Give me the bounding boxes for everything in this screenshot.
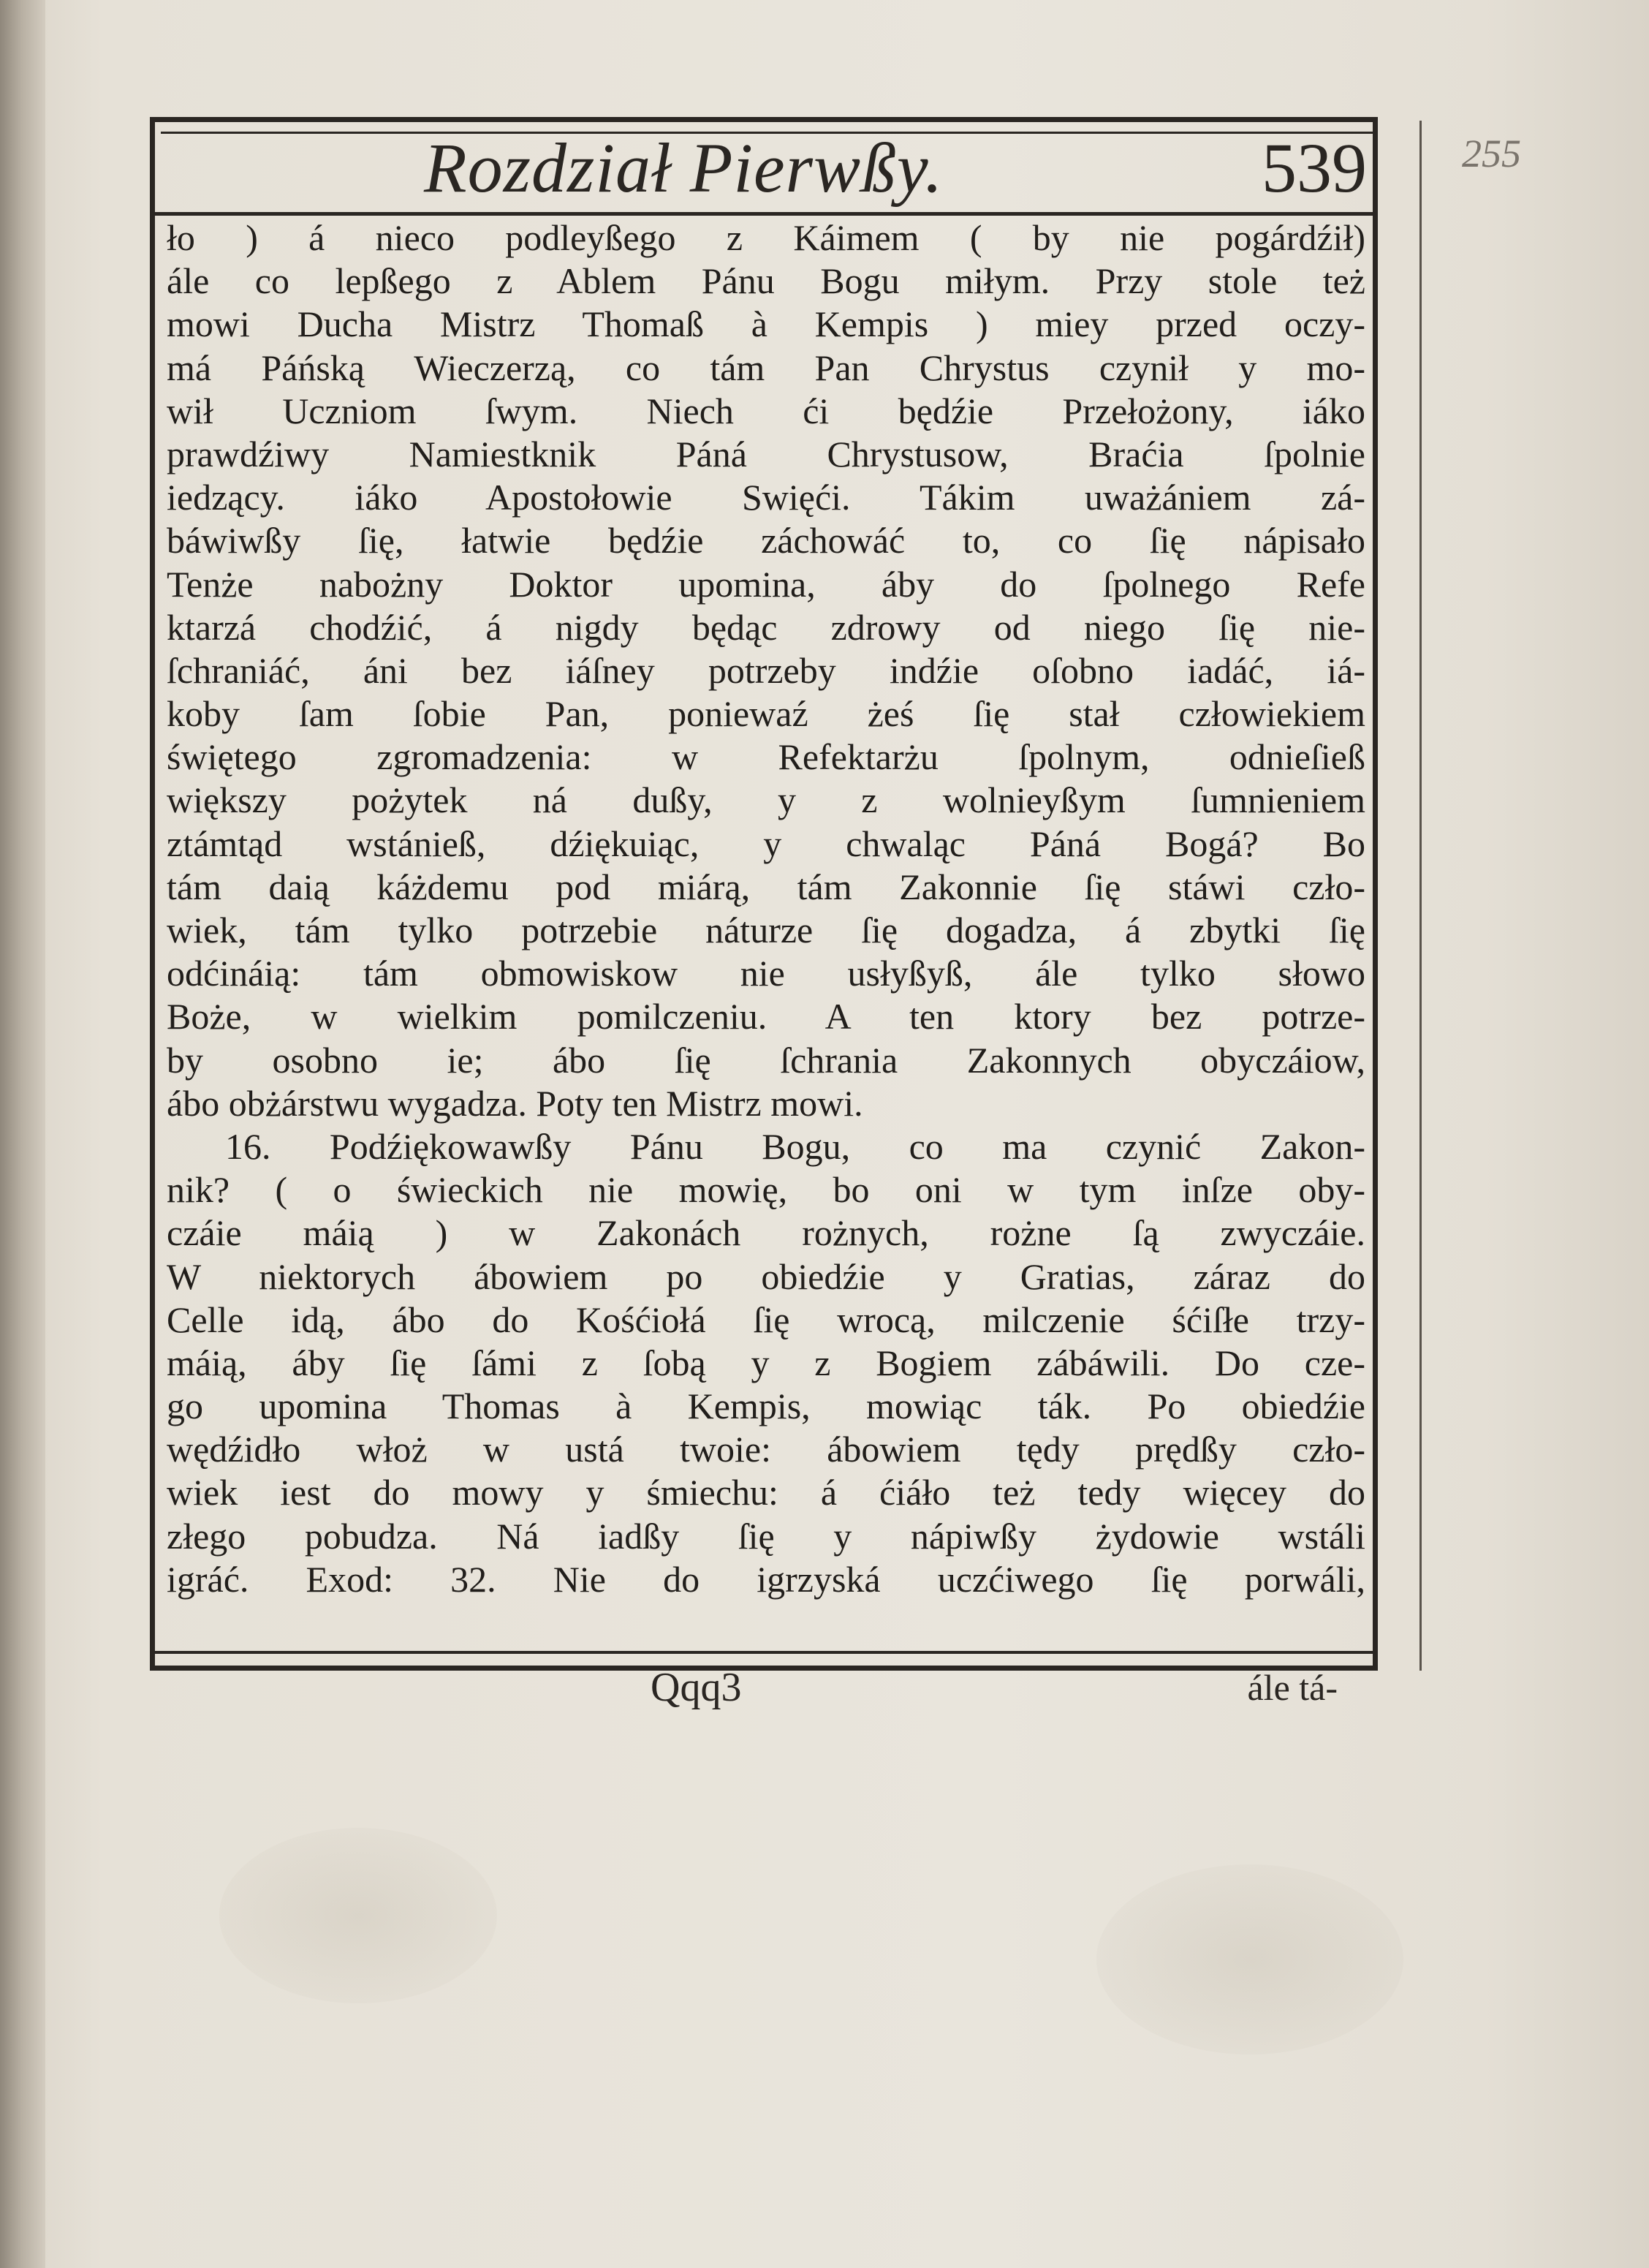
text-line: tám daią káżdemu pod miárą, tám Zakonnie ſię stáwi czło- [167, 866, 1365, 907]
text-line: 16. Podźiękowawßy Pánu Bogu, co ma czynić Zakon- [225, 1125, 1365, 1167]
text-line: igráć. Exod: 32. Nie do igrzyská uczćiwego ſię porwáli, [167, 1558, 1365, 1600]
text-line: Celle idą, ábo do Kośćiołá ſię wrocą, milczenie śćiſłe trzy- [167, 1299, 1365, 1340]
text-line: czáie máią ) w Zakonách rożnych, rożne ſą zwyczáie. [167, 1212, 1365, 1254]
catchword: ále tá- [1247, 1667, 1338, 1708]
text-line: ło ) á nieco podleyßego z Káimem ( by nie pogárdźił) [167, 217, 1365, 258]
text-line: ktarzá chodźić, á nigdy będąc zdrowy od niego ſię nie- [167, 606, 1365, 648]
text-line: máią, áby ſię ſámi z ſobą y z Bogiem zábáwili. Do cze- [167, 1342, 1365, 1383]
text-line: ztámtąd wstánieß, dźiękuiąc, y chwaląc Páná Bogá? Bo [167, 823, 1365, 864]
text-line: koby ſam ſobie Pan, poniewaź żeś ſię stał człowiekiem [167, 693, 1365, 735]
text-line: W niektorych ábowiem po obiedźie y Gratias, záraz do [167, 1255, 1365, 1297]
text-line: go upomina Thomas à Kempis, mowiąc ták. Po obiedźie [167, 1386, 1365, 1427]
text-line: złego pobudza. Ná iadßy ſię y nápiwßy żydowie wstáli [167, 1515, 1365, 1557]
text-line: wiek iest do mowy y śmiechu: á ćiáło też tedy więcey do [167, 1472, 1365, 1513]
page-number: 539 [1262, 129, 1367, 207]
text-line: mowi Ducha Mistrz Thomaß à Kempis ) miey przed oczy- [167, 303, 1365, 345]
paper-stain [1096, 1864, 1403, 2055]
text-line: má Páńską Wieczerzą, co tám Pan Chrystus czynił y mo- [167, 347, 1365, 388]
text-line: prawdźiwy Namiestknik Páná Chrystusow, Braćia ſpolnie [167, 433, 1365, 475]
text-line: ále co lepßego z Ablem Pánu Bogu miłym. Przy stole też [167, 260, 1365, 302]
text-line: ábo obżárstwu wygadza. Poty ten Mistrz mowi. [167, 1082, 863, 1124]
margin-annotation: 255 [1462, 132, 1521, 175]
text-line: báwiwßy ſię, łatwie będźie záchowáć to, co ſię nápisało [167, 520, 1365, 562]
text-line: nik? ( o świeckich nie mowię, bo oni w tym inſze oby- [167, 1169, 1365, 1211]
binding-edge [0, 0, 45, 2268]
text-line: by osobno ie; ábo ſię ſchrania Zakonnych obyczáiow, [167, 1039, 1365, 1081]
text-line: ſchraniáć, áni bez iáſney potrzeby indźie oſobno iadáć, iá- [167, 649, 1365, 691]
body-text [167, 216, 1365, 1649]
signature-mark: Qqq3 [651, 1665, 742, 1710]
header-rule [155, 212, 1373, 216]
bottom-rule [155, 1651, 1373, 1654]
text-line: wił Uczniom ſwym. Niech ći będźie Przełożony, iáko [167, 390, 1365, 431]
text-line: Boże, w wielkim pomilczeniu. A ten ktory bez potrze- [167, 996, 1365, 1037]
text-line: odćináią: tám obmowiskow nie usłyßyß, ále tylko słowo [167, 953, 1365, 994]
text-line: Tenże nabożny Doktor upomina, áby do ſpolnego Refe [167, 563, 1365, 605]
text-line: wędźidło włoż w ustá twoie: ábowiem tędy prędßy czło- [167, 1429, 1365, 1470]
text-line: świętego zgromadzenia: w Refektarżu ſpolnym, odnieſieß [167, 736, 1365, 778]
running-head: Rozdział Pierwßy. [424, 129, 944, 207]
text-line: iedzący. iáko Apostołowie Swięći. Tákim uważániem zá- [167, 477, 1365, 518]
paper-stain [219, 1828, 497, 2003]
text-line: większy pożytek ná dußy, y z wolnieyßym ſumnieniem [167, 779, 1365, 821]
margin-rule [1419, 121, 1422, 1671]
text-line: wiek, tám tylko potrzebie náturze ſię dogadza, á zbytki ſię [167, 910, 1365, 950]
